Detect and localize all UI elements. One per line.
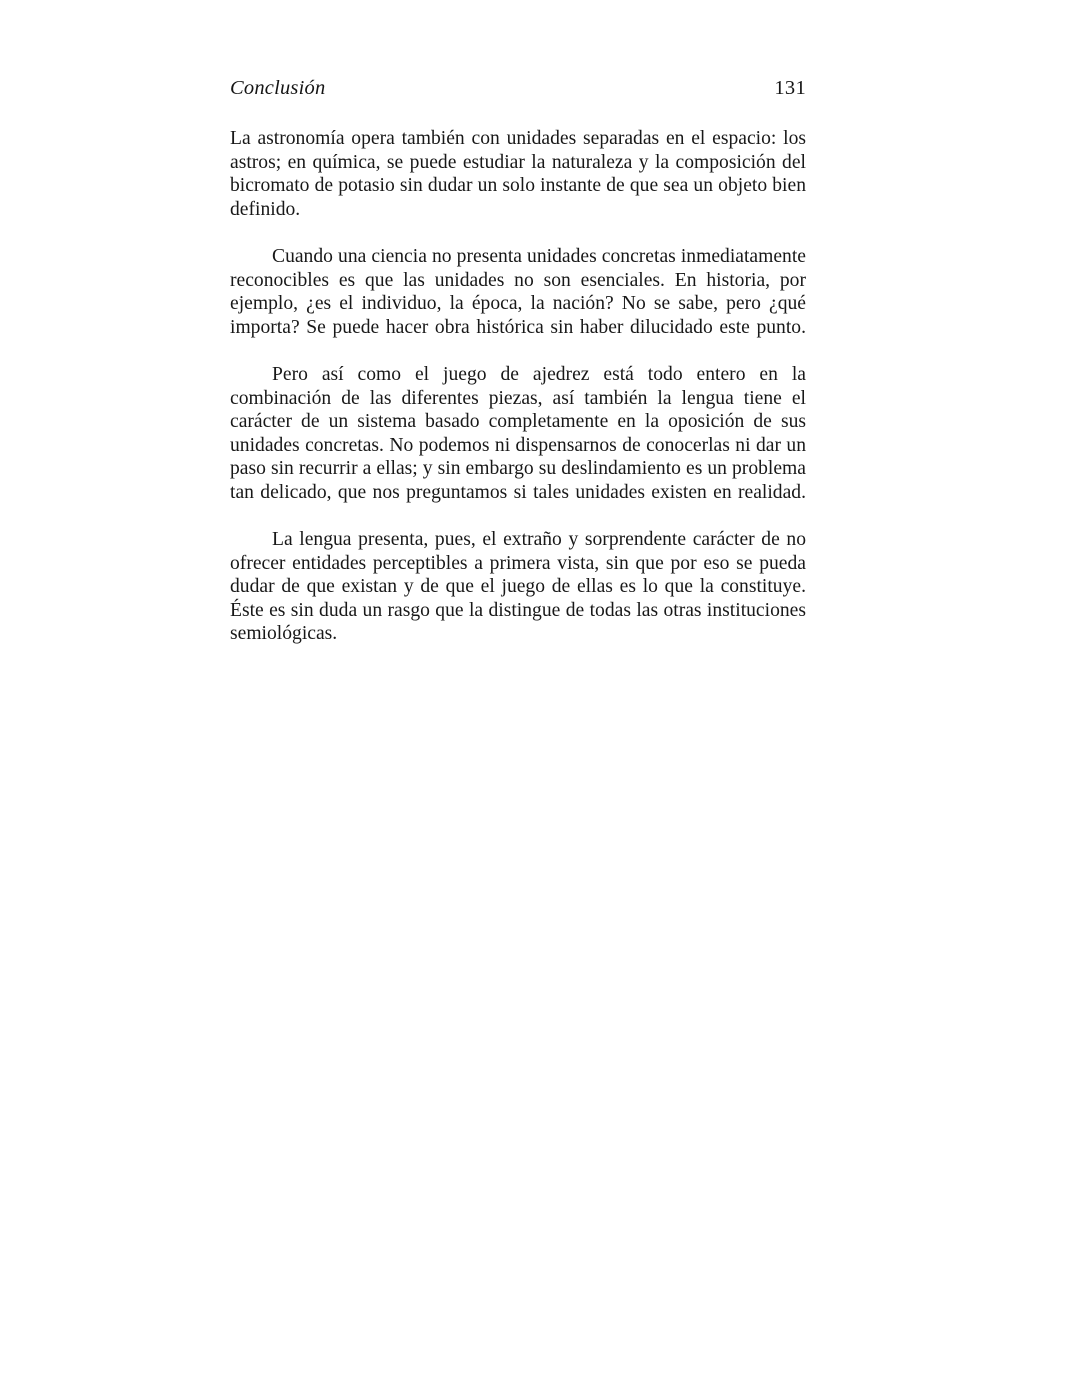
paragraph-4: La lengua presenta, pues, el extraño y sorprendente carácter de no ofrecer entidades perceptibles a primera vista, sin que por eso se pueda dudar de que existan y de que el juego de ellas es lo que la constituye. Éste es sin duda un rasgo que la distingue de todas las otras instituciones semiológicas. xyxy=(230,529,806,645)
paragraph-2: Cuando una ciencia no presenta unidades concretas inmediatamente reconocibles es que las unidades no son esenciales. En historia, por ejemplo, ¿es el individuo, la época, la nación? No se sabe, pero ¿qué importa? Se puede hacer obra histórica sin haber dilucidado este punto. xyxy=(230,245,806,338)
body-text xyxy=(230,127,806,670)
running-head xyxy=(230,78,806,108)
page-number: 131 xyxy=(774,77,806,99)
paragraph-3: Pero así como el juego de ajedrez está todo entero en la combinación de las diferentes piezas, así también la lengua tiene el carácter de un sistema basado completamente en la oposición de sus unidades concretas. No podemos ni dispensarnos de conocerlas ni dar un paso sin recurrir a ellas; y sin embargo su deslindamiento es un problema tan delicado, que nos preguntamos si tales unidades existen en realidad. xyxy=(230,363,806,503)
paragraph-1: La astronomía opera también con unidades separadas en el espacio: los astros; en química, se puede estudiar la naturaleza y la composición del bicromato de potasio sin dudar un solo instante de que sea un objeto bien definido. xyxy=(230,128,806,220)
running-head-title: Conclusión xyxy=(230,77,326,99)
page-content xyxy=(230,78,806,670)
